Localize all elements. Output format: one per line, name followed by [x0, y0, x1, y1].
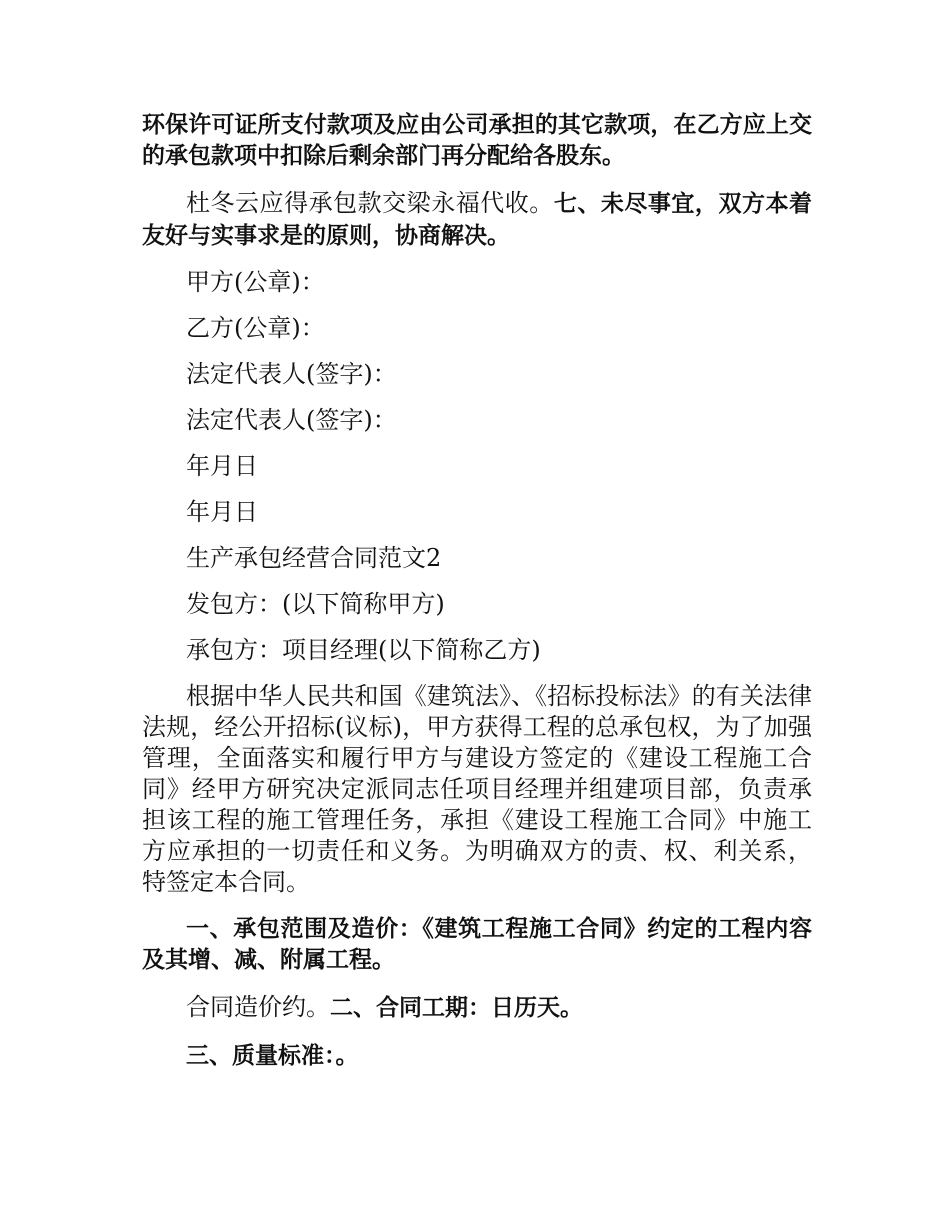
clause-2-duration: 二、合同工期：日历天。 [330, 995, 583, 1021]
contract-title: 生产承包经营合同范文2 [186, 544, 442, 572]
paragraph-fee-deduction: 环保许可证所支付款项及应由公司承担的其它款项，在乙方应上交的承包款项中扣除后剩余部门再分配给各股东。 [142, 112, 812, 169]
legal-representative-signature-2: 法定代表人(签字)： [186, 406, 397, 434]
date-line-2: 年月日 [186, 498, 258, 526]
collection-note: 杜冬云应得承包款交梁永福代收。 [186, 189, 554, 217]
document-page [142, 110, 812, 1072]
clause-7-heading: 七、未尽事宜，双方本着友好与实事求是的原则，协商解决。 [142, 191, 813, 249]
date-line-1: 年月日 [186, 452, 258, 480]
paragraph-price-and-clause-2 [142, 992, 812, 1024]
clause-3-quality-standard: 三、质量标准：。 [186, 1043, 359, 1069]
paragraph-introduction: 根据中华人民共和国《建筑法》、《招标投标法》的有关法律法规，经公开招标(议标)，甲方获得工程的总承包权，为了加强管理，全面落实和履行甲方与建设方签定的《建设工程施工合同》经甲方研究决定派同志任项目经理并组建项目部，负责承担该工程的施工管理任务，承担《建设工程施工合同》中施工方应承担的一切责任和义务。为明确双方的责、权、利关系，特签定本合同。 [142, 682, 812, 896]
contractor-line: 承包方：项目经理(以下简称乙方) [186, 636, 541, 664]
paragraph-collection-and-clause-7 [142, 188, 812, 252]
party-a-seal-line: 甲方(公章)： [186, 268, 325, 296]
party-b-seal-line: 乙方(公章)： [186, 314, 325, 342]
issuer-line: 发包方：(以下简称甲方) [186, 590, 445, 618]
clause-1-scope-and-price: 一、承包范围及造价：《建筑工程施工合同》约定的工程内容及其增、减、附属工程。 [142, 916, 812, 973]
legal-representative-signature-1: 法定代表人(签字)： [186, 360, 397, 388]
contract-price-note: 合同造价约。 [186, 993, 330, 1021]
